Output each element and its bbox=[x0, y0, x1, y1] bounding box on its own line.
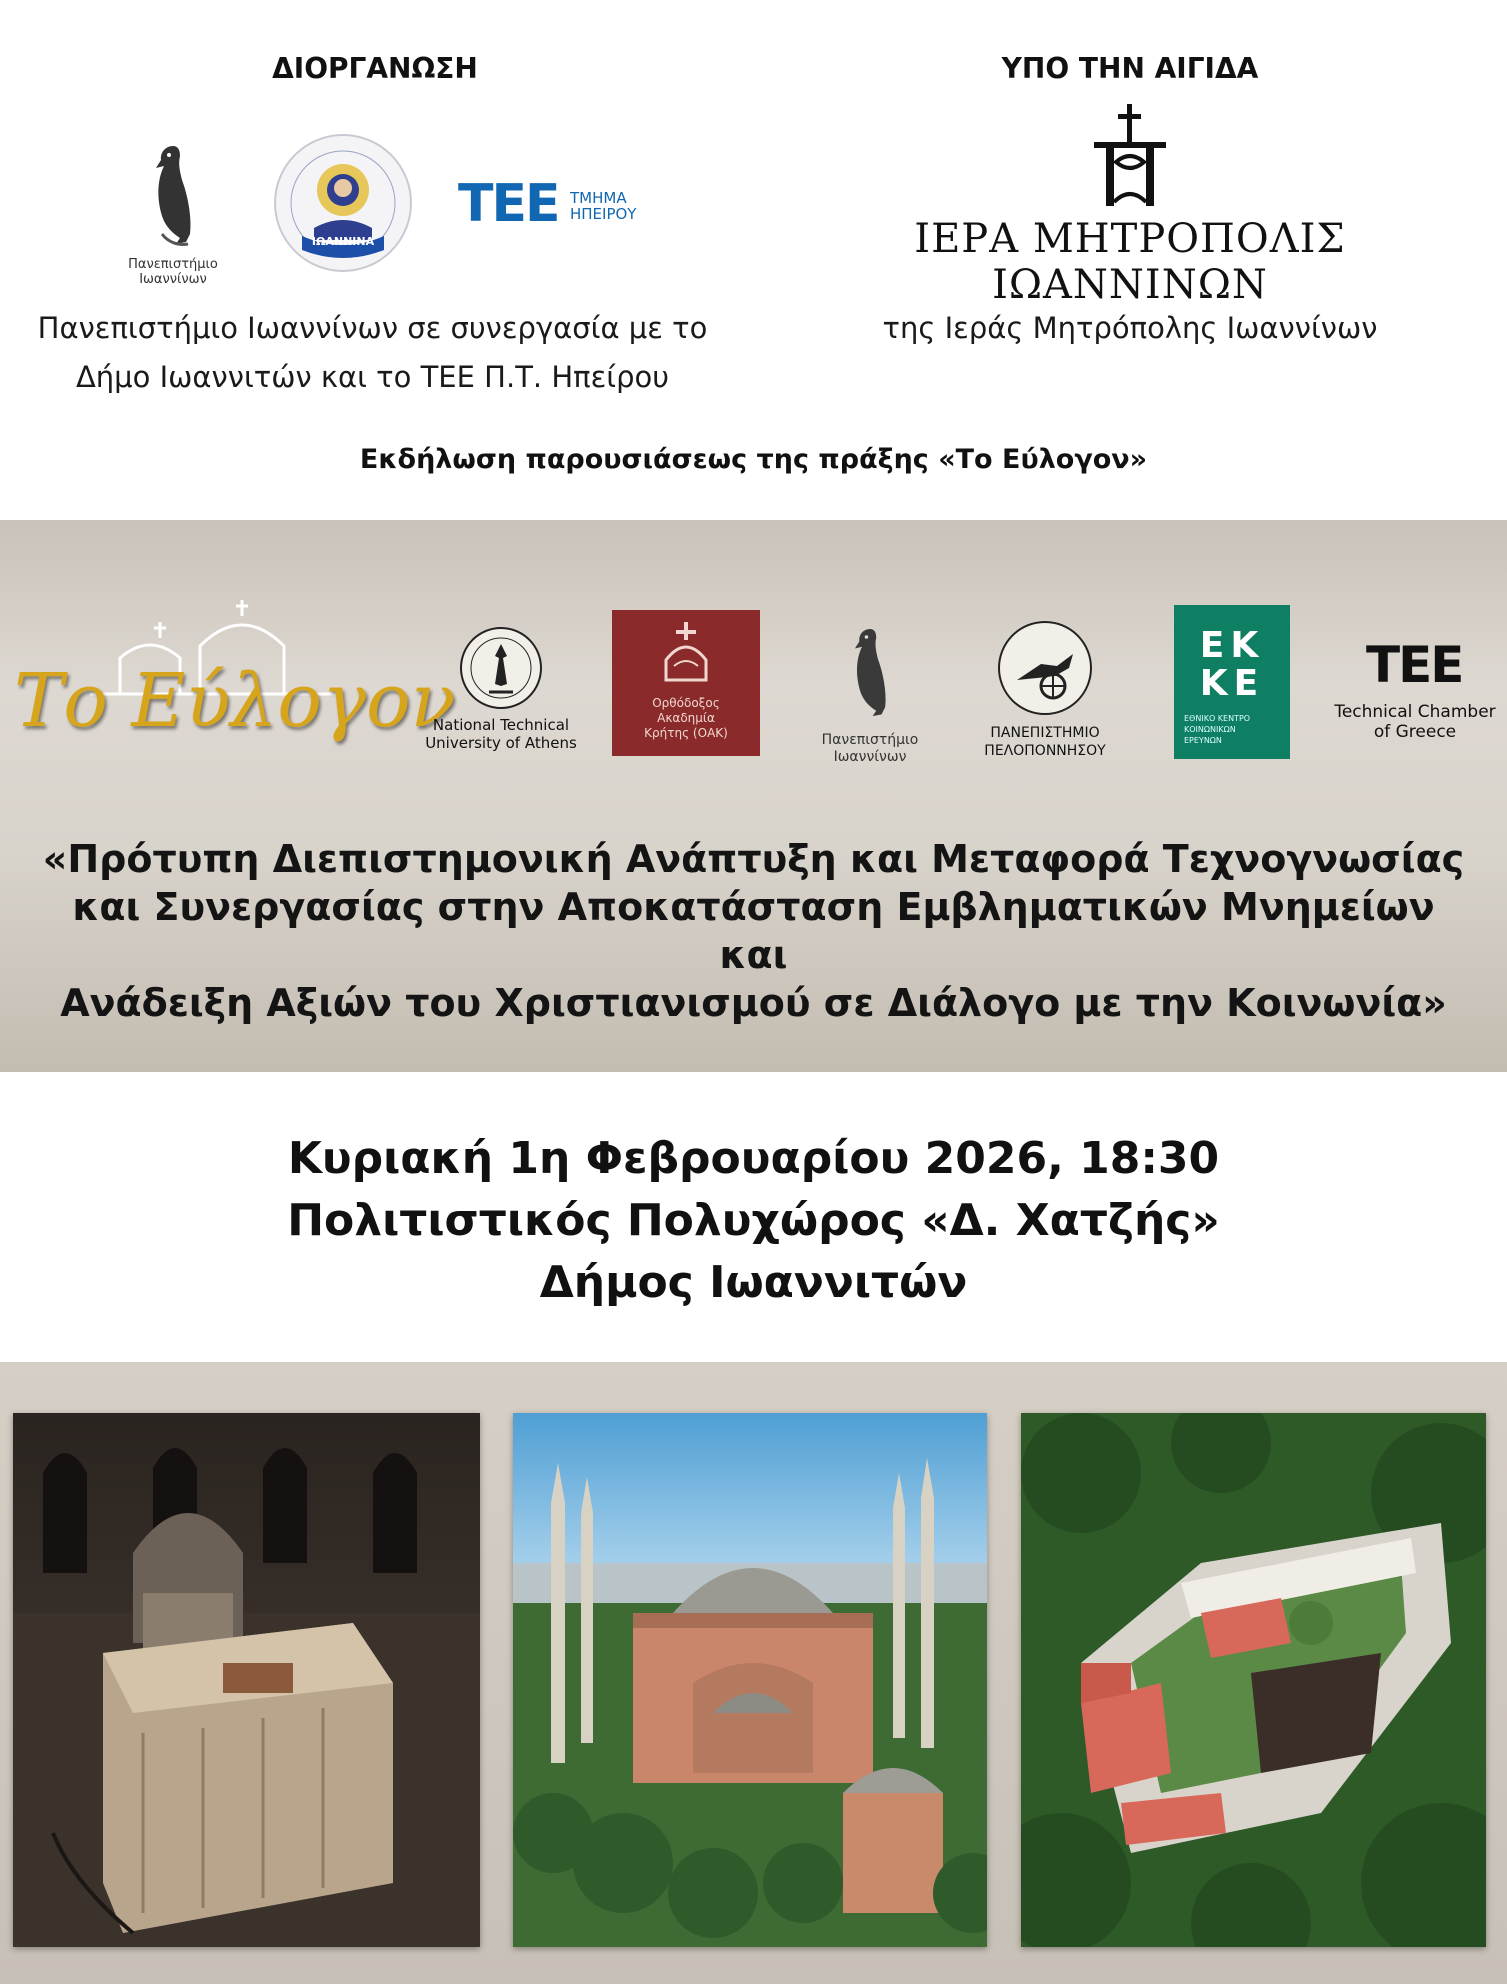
project-title bbox=[40, 835, 1467, 1027]
oak-caption-3: Κρήτης (ΟΑΚ) bbox=[644, 726, 728, 740]
ntua-caption-2: University of Athens bbox=[425, 734, 577, 752]
university-caption-2: Ιωαννίνων bbox=[139, 272, 207, 287]
tee-epirus-mark: ΤΕΕ bbox=[458, 174, 559, 234]
metropolis-name: ΙΕΡΑ ΜΗΤΡΟΠΟΛΙΣ ΙΩΑΝΝΙΝΩΝ bbox=[914, 216, 1346, 308]
auspices-heading: ΥΠΟ ΤΗΝ ΑΙΓΙΔΑ bbox=[1001, 52, 1259, 85]
band-university-ioannina-logo bbox=[812, 618, 928, 768]
event-intro: Εκδήλωση παρουσιάσεως της πράξης «Το Εύλογον» bbox=[359, 444, 1148, 475]
ekke-caption-3: ΕΡΕΥΝΩΝ bbox=[1184, 736, 1222, 745]
tee-epirus-caption-2: ΗΠΕΙΡΟΥ bbox=[570, 205, 637, 223]
university-ioannina-logo bbox=[128, 138, 218, 288]
project-title-line-2: και Συνεργασίας στην Αποκατάσταση Εμβληματικών Μνημείων και bbox=[72, 885, 1435, 977]
city-emblem-text: ΙΩΑΝΝΙΝΑ bbox=[311, 235, 375, 248]
bishop-mitre-icon bbox=[656, 620, 716, 690]
tee-greece-logo bbox=[1330, 636, 1500, 750]
band-university-caption-1: Πανεπιστήμιο bbox=[821, 732, 919, 748]
monastery-aerial-photo bbox=[1021, 1413, 1486, 1947]
event-date: Κυριακή 1η Φεβρουαρίου 2026, 18:30 bbox=[287, 1133, 1220, 1184]
project-title-line-1: «Πρότυπη Διεπιστημονική Ανάπτυξη και Μεταφορά Τεχνογνωσίας bbox=[42, 837, 1465, 881]
ekke-logo bbox=[1174, 605, 1290, 759]
organisation-heading: ΔΙΟΡΓΑΝΩΣΗ bbox=[272, 52, 478, 85]
event-host: Δήμος Ιωαννιτών bbox=[539, 1257, 968, 1308]
brand-name: Το Εύλογον bbox=[14, 658, 456, 744]
oak-logo bbox=[612, 610, 760, 756]
project-title-line-3: Ανάδειξη Αξιών του Χριστιανισμού σε Διάλογο με την Κοινωνία» bbox=[60, 981, 1447, 1025]
edicule-image bbox=[13, 1413, 480, 1947]
tee-epirus-logo bbox=[458, 174, 658, 234]
auspices-description: της Ιεράς Μητρόπολης Ιωαννίνων bbox=[882, 311, 1378, 345]
holy-sepulchre-photo bbox=[13, 1413, 480, 1947]
organisation-description-line-1: Πανεπιστήμιο Ιωαννίνων σε συνεργασία με το bbox=[37, 311, 708, 345]
metropolis-monogram bbox=[1080, 102, 1180, 214]
ntua-caption-1: National Technical bbox=[432, 716, 570, 734]
tee-epirus-caption-1: ΤΜΗΜΑ bbox=[570, 189, 627, 207]
chariot-coin-icon bbox=[997, 620, 1093, 716]
byzantine-emblem-icon bbox=[272, 132, 414, 274]
ekke-caption-1: ΕΘΝΙΚΟ ΚΕΝΤΡΟ bbox=[1184, 714, 1251, 723]
peloponnese-university-logo bbox=[970, 620, 1120, 760]
oak-caption-2: Ακαδημία bbox=[657, 711, 715, 725]
monastery-image bbox=[1021, 1413, 1486, 1947]
ntua-logo bbox=[418, 626, 584, 756]
ekke-mark-line-1: ΕΚ bbox=[1199, 625, 1265, 666]
cross-monogram-icon bbox=[1080, 102, 1180, 214]
peloponnese-caption-1: ΠΑΝΕΠΙΣΤΗΜΙΟ bbox=[990, 725, 1100, 741]
evlogon-brand-logo bbox=[10, 598, 456, 768]
ntua-seal-icon bbox=[459, 626, 543, 710]
event-venue: Πολιτιστικός Πολυχώρος «Δ. Χατζής» bbox=[287, 1195, 1220, 1246]
ekke-caption-2: ΚΟΙΝΩΝΙΚΩΝ bbox=[1184, 725, 1236, 734]
peloponnese-caption-2: ΠΕΛΟΠΟΝΝΗΣΟΥ bbox=[984, 743, 1106, 759]
ekke-mark-line-2: ΚΕ bbox=[1199, 663, 1265, 704]
oak-caption-1: Ορθόδοξος bbox=[652, 696, 720, 710]
tee-greece-caption-1: Technical Chamber bbox=[1334, 702, 1496, 722]
falcon-icon bbox=[830, 618, 910, 728]
tee-greece-caption-2: of Greece bbox=[1373, 722, 1457, 742]
university-caption-1: Πανεπιστήμιο bbox=[128, 257, 218, 272]
tee-greece-mark: ΤΕΕ bbox=[1366, 636, 1463, 694]
hagia-sophia-photo bbox=[513, 1413, 987, 1947]
city-emblem-logo bbox=[272, 132, 414, 274]
falcon-icon bbox=[128, 138, 218, 253]
event-details bbox=[0, 1128, 1507, 1314]
hagia-sophia-image bbox=[513, 1413, 987, 1947]
organisation-description-line-2: Δήμο Ιωαννιτών και το ΤΕΕ Π.Τ. Ηπείρου bbox=[75, 360, 670, 394]
band-university-caption-2: Ιωαννίνων bbox=[833, 749, 907, 765]
